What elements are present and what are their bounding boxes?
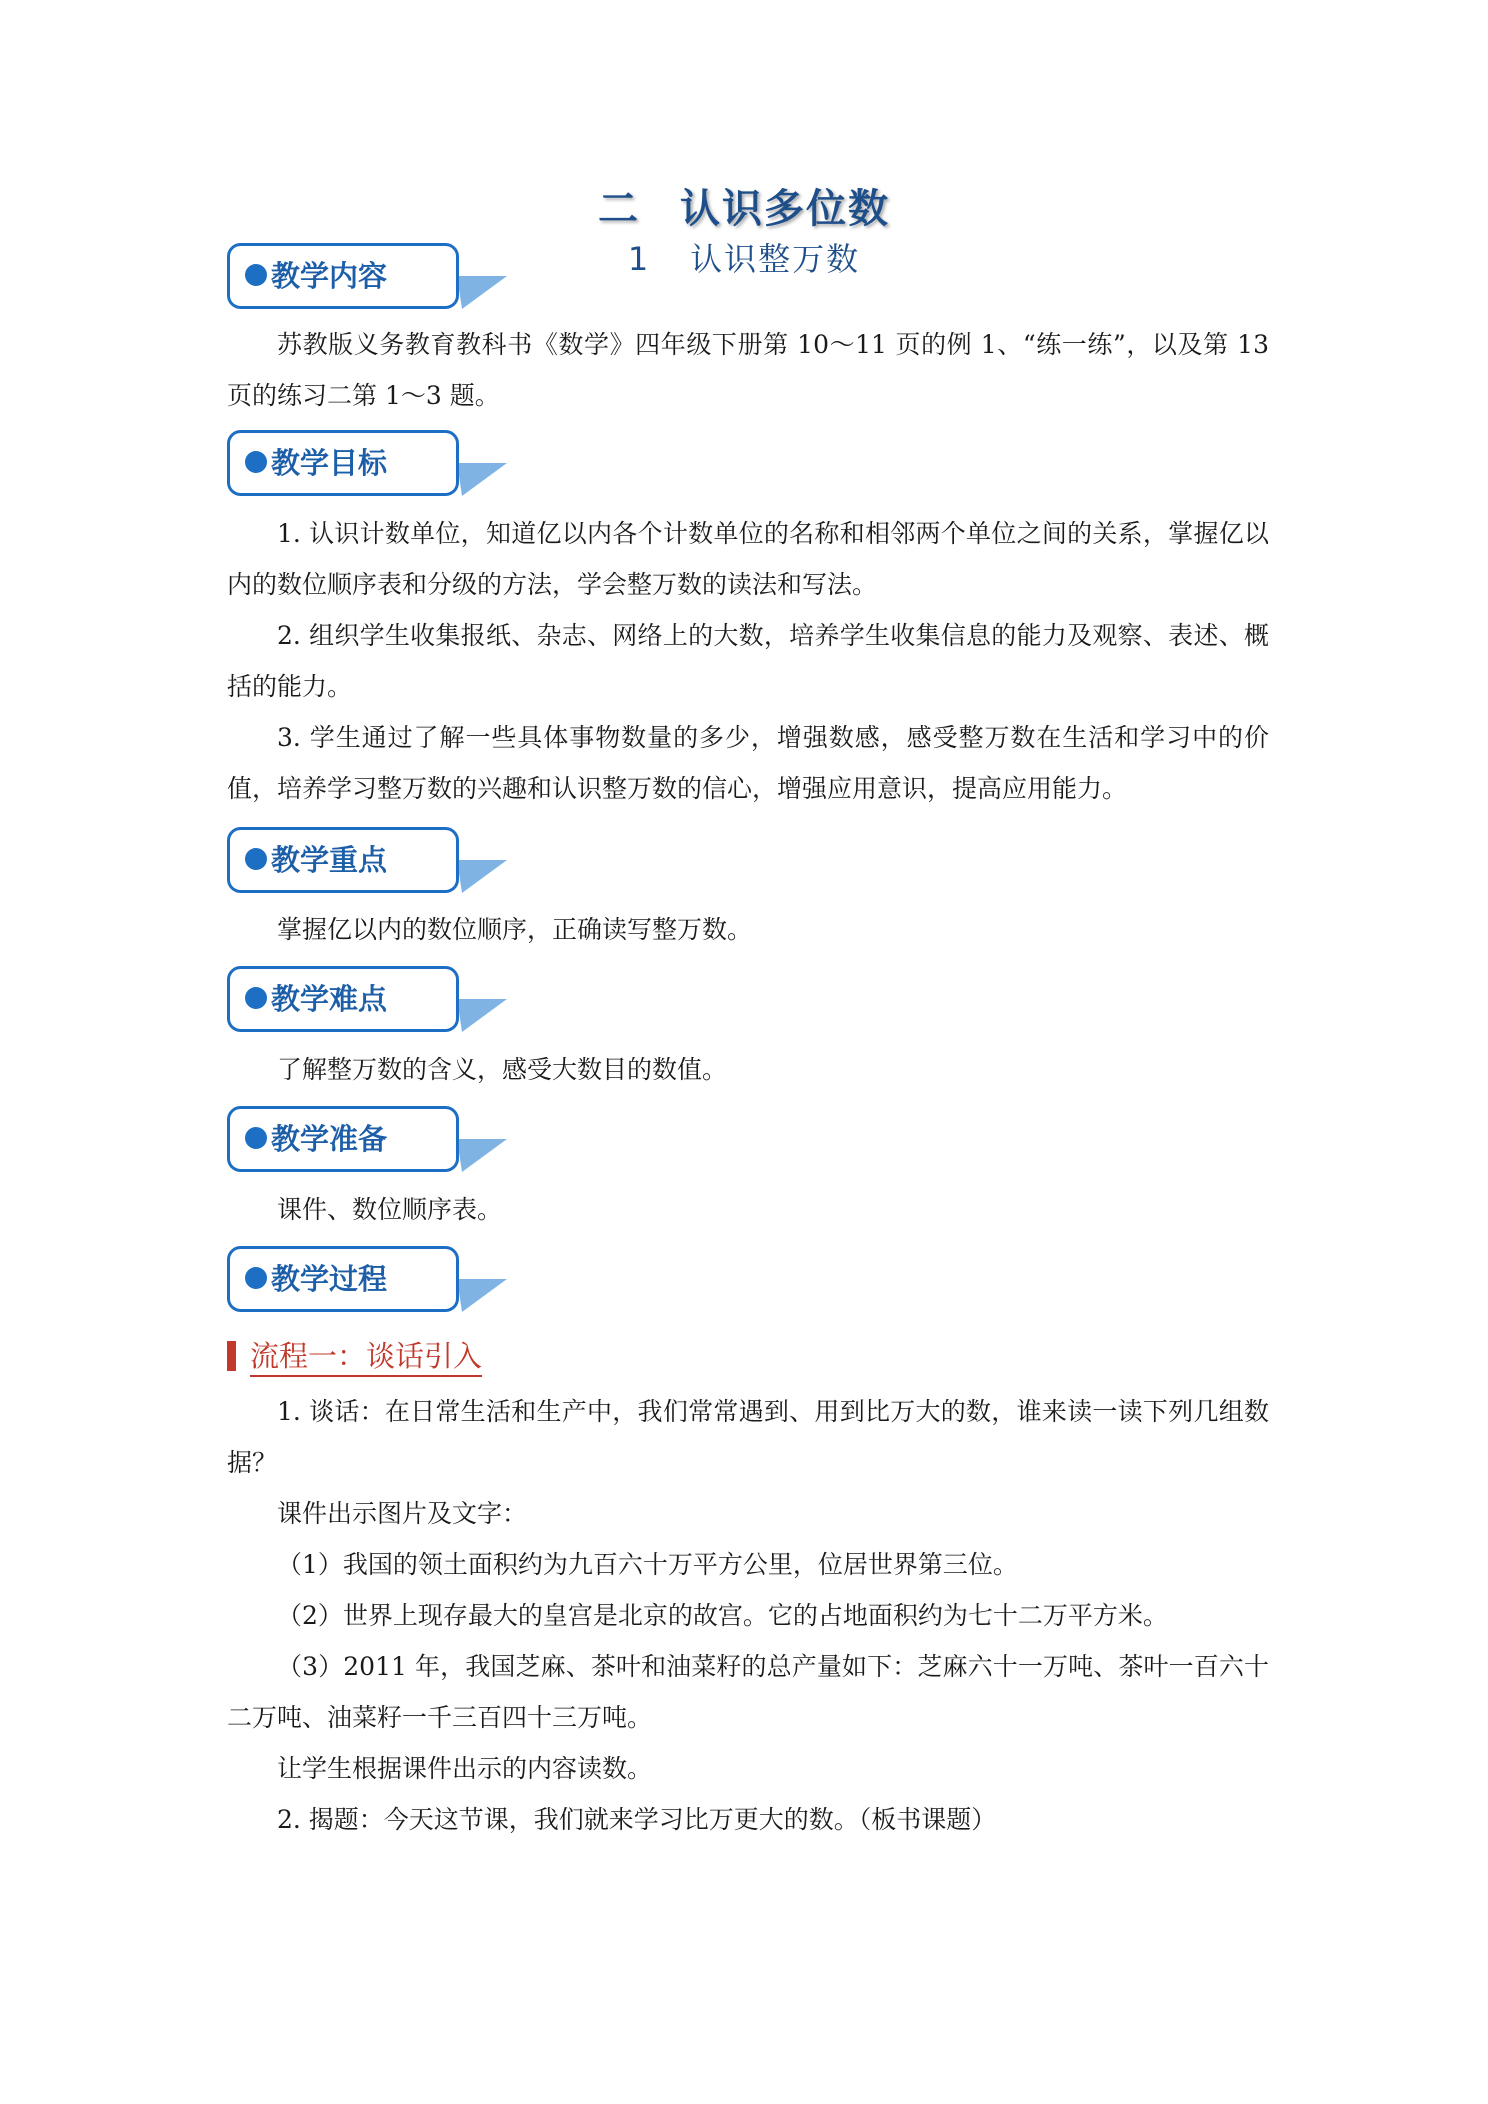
key-points-paragraph: 掌握亿以内的数位顺序，正确读写整万数。 xyxy=(277,915,753,944)
goal-item-2: 2. 组织学生收集报纸、杂志、网络上的大数，培养学生收集信息的能力及观察、表述、概括的能力。 xyxy=(227,621,1269,701)
section-label: 教学过程 xyxy=(271,1262,388,1296)
section-label: 教学目标 xyxy=(271,446,388,480)
process-paragraph-4: （2）世界上现存最大的皇宫是北京的故宫。它的占地面积约为七十二万平方米。 xyxy=(277,1601,1168,1630)
red-bar-icon xyxy=(227,1341,236,1371)
difficulties-paragraph: 了解整万数的含义，感受大数目的数值。 xyxy=(277,1055,728,1084)
process-step-title: 流程一：谈话引入 xyxy=(250,1339,482,1377)
process-paragraph-5: （3）2011 年，我国芝麻、茶叶和油菜籽的总产量如下：芝麻六十一万吨、茶叶一百六十二万吨、油菜籽一千三百四十三万吨。 xyxy=(227,1652,1269,1732)
bullet-dot-icon xyxy=(245,451,267,473)
goal-item-3: 3. 学生通过了解一些具体事物数量的多少，增强数感，感受整万数在生活和学习中的价值，培养学习整万数的兴趣和认识整万数的信心，增强应用意识，提高应用能力。 xyxy=(227,723,1269,803)
bullet-dot-icon xyxy=(245,1267,267,1289)
section-label: 教学内容 xyxy=(271,259,388,293)
process-paragraph-3: （1）我国的领土面积约为九百六十万平方公里，位居世界第三位。 xyxy=(277,1550,1018,1579)
lesson-title xyxy=(0,234,1488,280)
preparation-paragraph: 课件、数位顺序表。 xyxy=(277,1195,503,1224)
chapter-title-text: 认识多位数 xyxy=(680,186,890,232)
process-paragraph-6: 让学生根据课件出示的内容读数。 xyxy=(277,1754,653,1783)
process-paragraph-2: 课件出示图片及文字： xyxy=(277,1499,528,1528)
bullet-dot-icon xyxy=(245,1127,267,1149)
content-paragraph: 苏教版义务教育教科书《数学》四年级下册第 10～11 页的例 1、“练一练”，以及第 13 页的练习二第 1～3 题。 xyxy=(227,330,1269,410)
chapter-number: 二 xyxy=(598,186,640,232)
bullet-dot-icon xyxy=(245,848,267,870)
section-header-goals xyxy=(227,430,527,496)
section-header-difficulties xyxy=(227,966,527,1032)
process-step-heading xyxy=(227,1336,482,1376)
process-paragraph-7: 2. 揭题：今天这节课，我们就来学习比万更大的数。（板书课题） xyxy=(277,1805,997,1834)
bullet-dot-icon xyxy=(245,264,267,286)
lesson-title-text: 认识整万数 xyxy=(690,240,861,278)
section-header-key-points xyxy=(227,827,527,893)
process-paragraph-1: 1. 谈话：在日常生活和生产中，我们常常遇到、用到比万大的数，谁来读一读下列几组数据？ xyxy=(227,1397,1269,1477)
section-header-process xyxy=(227,1246,527,1312)
bullet-dot-icon xyxy=(245,987,267,1009)
chapter-title xyxy=(0,177,1488,234)
section-header-content xyxy=(227,243,527,309)
goal-item-1: 1. 认识计数单位，知道亿以内各个计数单位的名称和相邻两个单位之间的关系，掌握亿以内的数位顺序表和分级的方法，学会整万数的读法和写法。 xyxy=(227,519,1269,599)
section-label: 教学难点 xyxy=(271,982,388,1016)
section-label: 教学重点 xyxy=(271,843,388,877)
section-header-preparation xyxy=(227,1106,527,1172)
lesson-number: 1 xyxy=(627,240,651,278)
section-label: 教学准备 xyxy=(271,1122,388,1156)
